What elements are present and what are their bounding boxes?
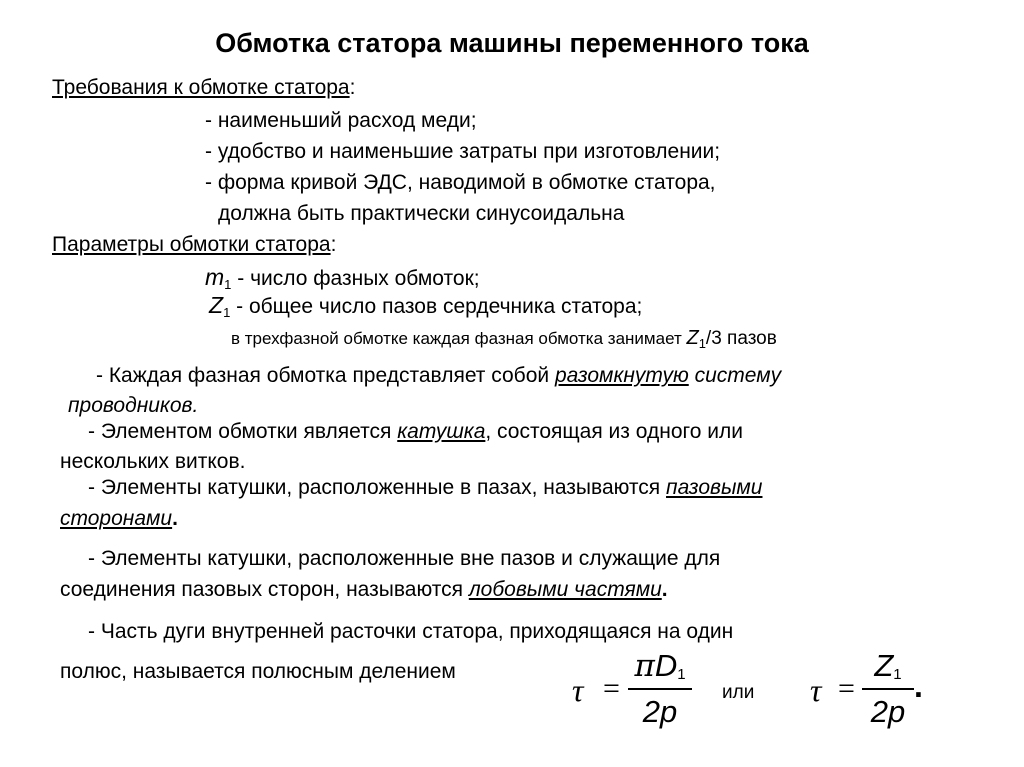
m-subscript: 1 — [224, 277, 232, 292]
z-symbol: Z — [209, 292, 224, 318]
z-description: - общее число пазов сердечника статора; — [230, 295, 643, 318]
requirement-item-2: - удобство и наименьшие затраты при изготовлении; — [205, 140, 721, 163]
z-subscript: 1 — [223, 305, 231, 320]
m-symbol: m — [205, 264, 225, 290]
requirement-item-3-continuation: должна быть практически синусоидальна — [218, 202, 625, 225]
requirements-heading — [52, 76, 355, 100]
formula-period: . — [914, 668, 923, 704]
p4-period: . — [661, 578, 668, 601]
p3-term-1: пазовыми — [666, 476, 763, 499]
note-z-subscript: 1 — [698, 336, 706, 351]
paragraph-1-line-1 — [96, 364, 781, 388]
p3-text-a: - Элементы катушки, расположенные в пазах, называются — [88, 476, 667, 499]
p1-text-b: системy — [688, 364, 782, 387]
p2-text-b: , состоящая из одного или — [485, 420, 743, 443]
parameters-heading — [52, 233, 336, 257]
paragraph-5-line-1: - Часть дуги внутренней расточки статора, приходящаяся на один — [88, 620, 734, 643]
formula-2-fraction — [862, 648, 914, 730]
formula-2-denominator: 2p — [870, 694, 906, 729]
formula-2-fraction-bar — [862, 688, 914, 690]
p4-term: лобовыми частями — [468, 578, 662, 601]
paragraph-4-line-2 — [60, 578, 668, 602]
param-z1 — [209, 292, 642, 319]
formula-2-tau: τ — [810, 672, 822, 708]
formula-1-denominator: 2p — [642, 694, 678, 729]
p1-term: разомкнутую — [554, 364, 689, 387]
formula-1-tau: τ — [572, 672, 584, 708]
formula-2-numerator — [862, 648, 914, 684]
requirements-heading-text: Требования к обмотке статора — [52, 76, 350, 99]
param-m1 — [205, 264, 480, 291]
p3-period: . — [172, 507, 178, 530]
d-subscript: 1 — [677, 666, 686, 683]
p4-text-b: соединения пазовых сторон, называются — [60, 578, 469, 601]
z-num-symbol: Z — [874, 648, 894, 683]
requirement-item-3: - форма кривой ЭДС, наводимой в обмотке статора, — [205, 171, 716, 194]
formula-1-numerator — [628, 648, 692, 684]
note-z-symbol: Z — [686, 327, 699, 349]
p3-term-2: сторонами — [60, 507, 173, 530]
p1-text-a: - Каждая фазная обмотка представляет собой — [96, 364, 555, 387]
formula-1-fraction — [628, 648, 692, 730]
pi-symbol: π — [634, 648, 655, 684]
p2-text-a: - Элементом обмотки является — [88, 420, 398, 443]
paragraph-4-line-1: - Элементы катушки, расположенные вне пазов и служащие для — [88, 547, 721, 570]
formula-2-equals: = — [838, 672, 855, 705]
paragraph-3-line-2 — [60, 507, 178, 531]
formula-1-equals: = — [603, 672, 620, 705]
formula-1-fraction-bar — [628, 688, 692, 690]
parameters-heading-text: Параметры обмотки статора — [52, 233, 331, 256]
parameters-colon: : — [330, 233, 337, 256]
paragraph-1-line-2: проводников. — [68, 394, 199, 417]
paragraph-2-line-1 — [88, 420, 743, 444]
note-suffix: /3 пазов — [705, 328, 777, 349]
paragraph-5-line-2: полюс, называется полюсным делением — [60, 660, 456, 683]
three-phase-note — [231, 327, 777, 350]
p2-term: катушка — [397, 420, 486, 443]
page-title: Обмотка статора машины переменного тока — [215, 28, 809, 58]
requirement-item-1: - наименьший расход меди; — [205, 109, 477, 132]
d-symbol: D — [654, 648, 678, 683]
formula-or: или — [722, 682, 755, 703]
z-num-subscript: 1 — [893, 666, 902, 683]
paragraph-3-line-1 — [88, 476, 762, 500]
requirements-colon: : — [349, 76, 356, 99]
m-description: - число фазных обмоток; — [231, 267, 480, 290]
paragraph-2-line-2: нескольких витков. — [60, 450, 246, 473]
note-prefix: в трехфазной обмотке каждая фазная обмотка занимает — [231, 329, 687, 348]
